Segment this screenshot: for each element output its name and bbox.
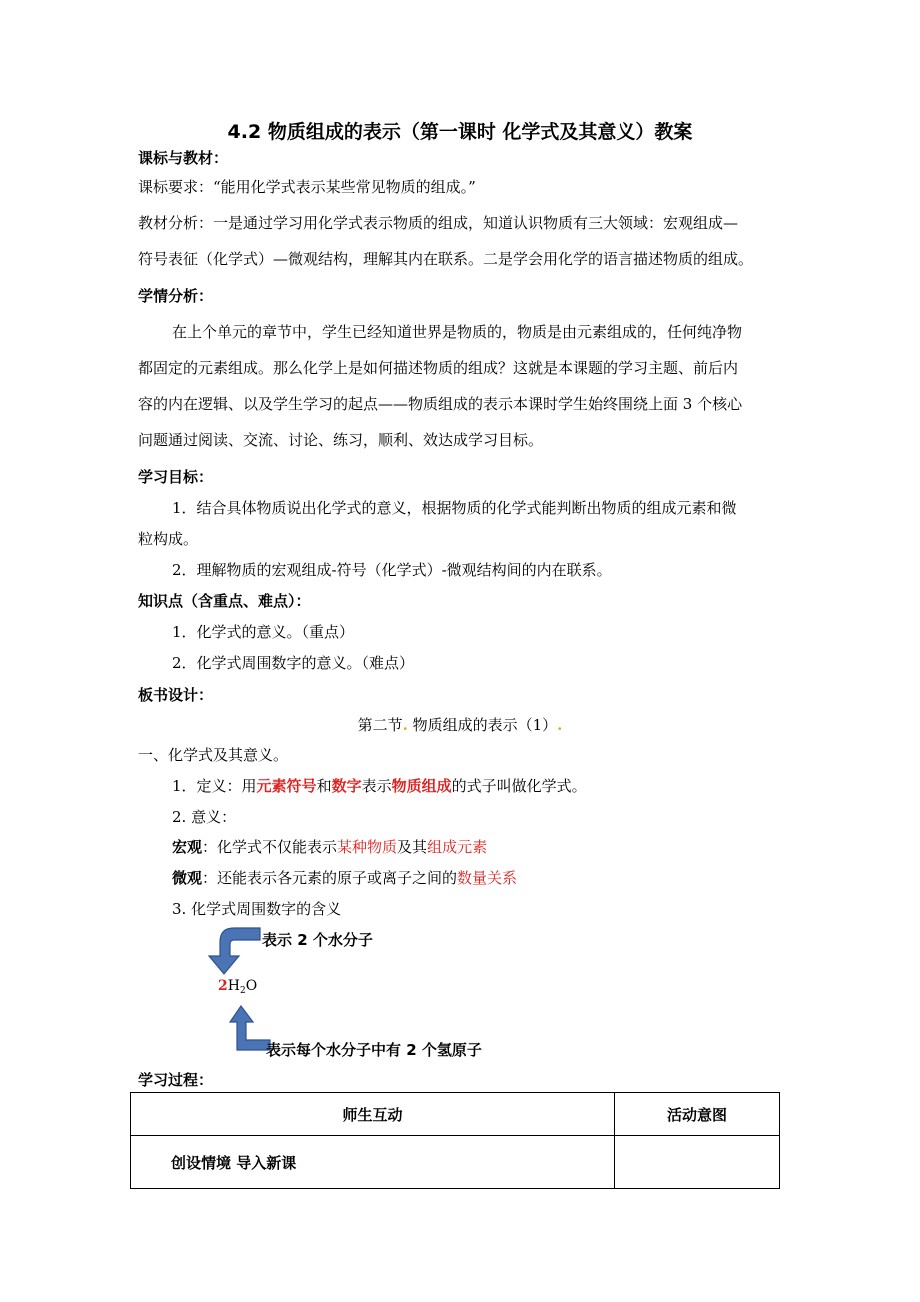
board-item-3: 3. 化学式周围数字的含义	[172, 900, 342, 918]
header-teacher-student-interaction: 师生互动	[131, 1093, 615, 1136]
arrow-label-hydrogen-atoms: 表示每个水分子中有 2 个氢原子	[266, 1041, 482, 1059]
heading-learning-goals: 学习目标：	[138, 468, 214, 486]
header-activity-intent: 活动意图	[615, 1093, 780, 1136]
student-analysis-line: 在上个单元的章节中，学生已经知道世界是物质的，物质是由元素组成的，任何纯净物	[172, 323, 743, 341]
board-title-dot: .	[557, 716, 563, 734]
goal-1-line1: 1．结合具体物质说出化学式的意义，根据物质的化学式能判断出物质的组成元素和微	[172, 499, 737, 517]
board-title-dot: .	[402, 716, 408, 734]
micro-line	[172, 867, 517, 888]
macro-text: 及其	[397, 838, 428, 856]
formula-subscript: 2	[239, 986, 246, 996]
table-row	[131, 1136, 780, 1189]
student-analysis-line: 都固定的元素组成。那么化学上是如何描述物质的组成？这就是本课题的学习主题、前后内	[138, 359, 739, 377]
board-title-b: 物质组成的表示（1）	[407, 716, 558, 734]
micro-label: 微观	[172, 869, 203, 887]
heading-curriculum: 课标与教材：	[138, 149, 229, 167]
curriculum-requirement: 课标要求：“能用化学式表示某些常见物质的组成。”	[138, 178, 476, 196]
knowledge-item-1: 1．化学式的意义。（重点）	[172, 623, 355, 641]
heading-knowledge-points: 知识点（含重点、难点）：	[138, 592, 311, 610]
row-situation-intro: 创设情境 导入新课	[131, 1136, 615, 1189]
textbook-analysis-line2: 符号表征（化学式）—微观结构，理解其内在联系。二是学会用化学的语言描述物质的组成。	[138, 250, 754, 268]
macro-text: ：化学式不仅能表示	[202, 838, 338, 856]
meaning-heading: 2. 意义：	[172, 808, 237, 826]
arrow-label-molecules: 表示 2 个水分子	[262, 931, 373, 949]
heading-learning-process: 学习过程：	[138, 1071, 214, 1089]
formula-hydrogen: H	[227, 978, 240, 994]
macro-highlight-substance: 某种物质	[337, 838, 398, 856]
definition-prefix: 1．定义：用	[172, 777, 257, 795]
textbook-analysis-line1: 教材分析：一是通过学习用化学式表示物质的组成，知道认识物质有三大领域：宏观组成—	[138, 214, 739, 232]
student-analysis-line: 容的内在逻辑、以及学生学习的起点——物质组成的表示本课时学生始终围绕上面 3 个核心	[138, 395, 743, 413]
heading-board-design: 板书设计：	[138, 686, 214, 704]
knowledge-item-2: 2．化学式周围数字的意义。（难点）	[172, 654, 415, 672]
highlight-composition: 物质组成	[391, 777, 452, 795]
row-empty-cell	[615, 1136, 780, 1189]
table-header-row	[131, 1093, 780, 1136]
board-center-title	[0, 714, 920, 735]
macro-highlight-elements: 组成元素	[427, 838, 488, 856]
formula-oxygen: O	[245, 978, 258, 994]
heading-student-analysis: 学情分析：	[138, 287, 214, 305]
definition-text: 表示	[361, 777, 392, 795]
learning-process-table	[130, 1092, 780, 1189]
board-title-a: 第二节	[357, 716, 403, 734]
curved-arrow-down-icon	[202, 924, 264, 978]
definition-suffix: 的式子叫做化学式。	[451, 777, 587, 795]
goal-1-line2: 粒构成。	[138, 530, 199, 548]
goal-2: 2．理解物质的宏观组成-符号（化学式）-微观结构间的内在联系。	[172, 561, 612, 579]
board-part-1: 一、化学式及其意义。	[138, 746, 289, 764]
highlight-element-symbol: 元素符号	[256, 777, 317, 795]
macro-label: 宏观	[172, 838, 203, 856]
definition-line	[172, 775, 587, 796]
definition-text: 和	[316, 777, 332, 795]
formula-coefficient: 2	[218, 978, 228, 994]
page-title: 4.2 物质组成的表示（第一课时 化学式及其意义）教案	[227, 121, 693, 143]
highlight-number: 数字	[331, 777, 362, 795]
student-analysis-line: 问题通过阅读、交流、讨论、练习，顺利、效达成学习目标。	[138, 431, 544, 449]
micro-text: ：还能表示各元素的原子或离子之间的	[202, 869, 458, 887]
micro-highlight-quantity: 数量关系	[457, 869, 518, 887]
water-formula	[218, 978, 257, 996]
macro-line	[172, 836, 487, 857]
